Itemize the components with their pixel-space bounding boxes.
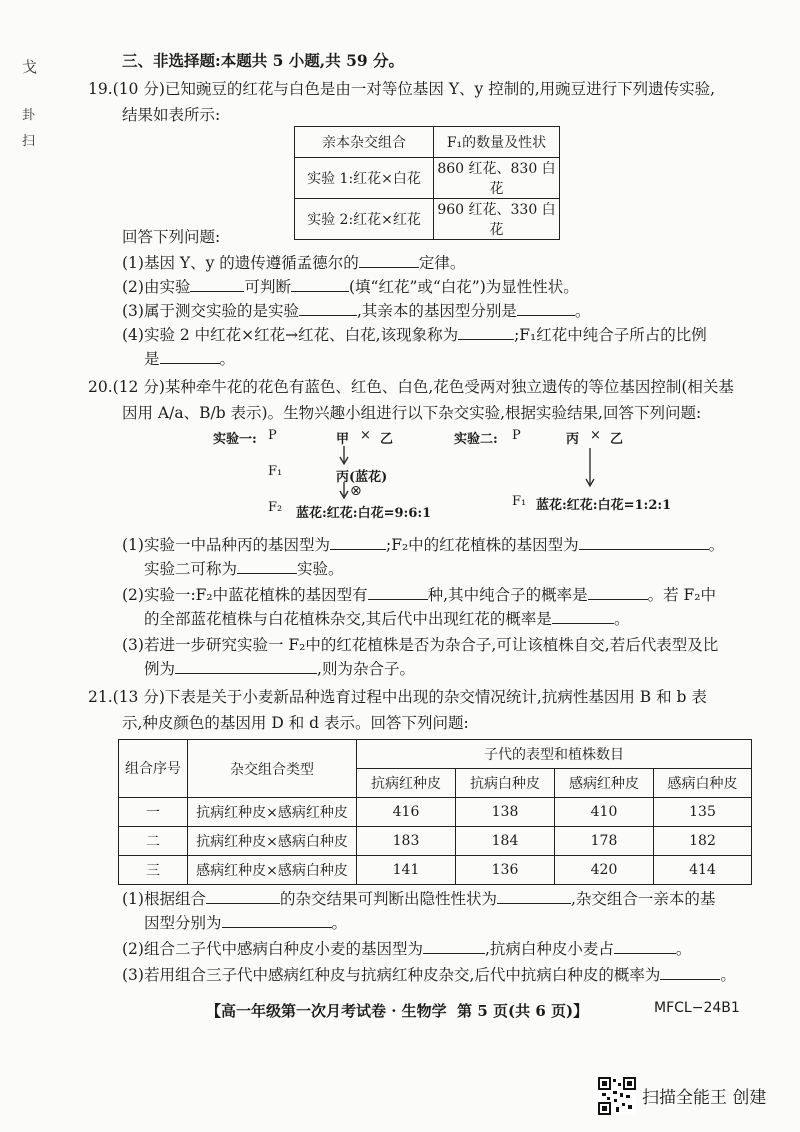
- text: ,其亲本的基因型分别是: [356, 302, 517, 320]
- answer-blank[interactable]: [368, 585, 428, 600]
- q19-stem-line1: 19.(10 分)已知豌豆的红花与白色是由一对等位基因 Y、y 控制的,用豌豆进行下列遗传实验,: [88, 80, 716, 98]
- answer-blank[interactable]: [299, 301, 357, 316]
- q21-cell-type: 感病红种皮×感病白种皮: [188, 856, 357, 885]
- answer-blank[interactable]: [237, 559, 297, 574]
- page-footer: [206, 1000, 588, 1021]
- q20-sub1: [122, 534, 724, 556]
- text: (2)实验一:F₂中蓝花植株的基因型有: [122, 586, 368, 604]
- answer-blank[interactable]: [291, 277, 349, 292]
- text: 。: [720, 966, 736, 984]
- exp1-f2-ratio: 蓝花:红花:白花=9:6:1: [296, 506, 432, 521]
- q19-table: [294, 126, 560, 240]
- text: 的杂交结果可判断出隐性性状为: [279, 890, 497, 908]
- q21-cell: 178: [555, 827, 654, 856]
- q21-cell-id: 二: [119, 827, 188, 856]
- q21-header-group: 组合序号: [119, 740, 188, 798]
- exp1-cross: ×: [360, 428, 371, 443]
- text: 例为: [144, 660, 176, 678]
- exp2-p: P: [512, 428, 521, 443]
- q21-col-header: 抗病白种皮: [456, 769, 555, 798]
- exp1-yi: 乙: [380, 432, 394, 447]
- text: 。: [675, 940, 692, 958]
- text: ,抗病白种皮小麦占: [484, 940, 614, 958]
- exp2-bing: 丙: [566, 432, 580, 447]
- text: 。: [613, 610, 630, 628]
- q21-stem-line2: 示,种皮颜色的基因用 D 和 d 表示。回答下列问题:: [122, 714, 469, 732]
- q20-sub1-cont: [144, 558, 344, 580]
- text: (3)属于测交实验的是实验: [122, 302, 299, 320]
- text: 。: [219, 350, 236, 368]
- table-row: [119, 827, 752, 856]
- answer-blank[interactable]: [552, 609, 614, 624]
- q19-table-header: 亲本杂交组合: [295, 127, 434, 158]
- text: 实验。: [297, 560, 344, 578]
- text: (2)组合二子代中感病白种皮小麦的基因型为: [122, 940, 423, 958]
- text: ,则为杂合子。: [317, 660, 415, 678]
- down-arrow-icon: [338, 446, 350, 466]
- exp1-f1: F₁: [268, 464, 283, 479]
- text: (1)根据组合: [122, 890, 206, 908]
- answer-blank[interactable]: [614, 939, 676, 954]
- answer-blank[interactable]: [175, 659, 317, 674]
- text: 。: [708, 536, 725, 554]
- answer-blank[interactable]: [458, 325, 514, 340]
- text: 。: [331, 914, 348, 932]
- exp1-label: 实验一:: [213, 432, 257, 447]
- text: 实验二可称为: [144, 560, 238, 578]
- q19-sub4: [122, 324, 707, 346]
- answer-blank[interactable]: [160, 349, 220, 364]
- text: 的全部蓝花植株与白花植株杂交,其后代中出现红花的概率是: [144, 610, 552, 628]
- section-title: 三、非选择题:本题共 5 小题,共 59 分。: [122, 51, 405, 70]
- exp1-jia: 甲: [336, 432, 350, 447]
- down-arrow-icon: [338, 482, 350, 500]
- q21-cell: 183: [357, 827, 456, 856]
- q21-sub3: [122, 964, 736, 986]
- table-row: [119, 856, 752, 885]
- q21-cell: 410: [555, 798, 654, 827]
- q19-table-cell: 实验 2:红花×红花: [295, 199, 434, 240]
- footer-title: 【高一年级第一次月考试卷 · 生物学: [206, 1002, 447, 1020]
- q19-table-cell: 实验 1:红花×白花: [295, 158, 434, 199]
- q21-cell-id: 三: [119, 856, 188, 885]
- q21-cell: 184: [456, 827, 555, 856]
- margin-mark: 扫: [22, 134, 36, 149]
- answer-blank[interactable]: [588, 585, 648, 600]
- q21-cell: 420: [555, 856, 654, 885]
- exp2-label: 实验二:: [454, 432, 498, 447]
- text: (2)由实验: [122, 278, 191, 296]
- q21-cell: 416: [357, 798, 456, 827]
- q20-stem-line2: 因用 A/a、B/b 表示)。生物兴趣小组进行以下杂交实验,根据实验结果,回答下列问题:: [122, 404, 702, 422]
- q19-sub2: [122, 276, 579, 298]
- q21-cell: 136: [456, 856, 555, 885]
- q21-col-header: 抗病红种皮: [357, 769, 456, 798]
- answer-blank[interactable]: [579, 535, 709, 550]
- q21-sub1-cont: [144, 912, 347, 934]
- text: 因型分别为: [144, 914, 222, 932]
- answer-blank[interactable]: [330, 535, 386, 550]
- q21-header-type: 杂交组合类型: [188, 740, 357, 798]
- q21-col-header: 感病红种皮: [555, 769, 654, 798]
- exp1-p: P: [268, 428, 277, 443]
- q20-sub2: [122, 584, 716, 606]
- exp2-f1: F₁: [512, 494, 527, 509]
- q20-sub3-cont: [144, 658, 415, 680]
- q21-col-header: 感病白种皮: [654, 769, 752, 798]
- q19-table-cell: 860 红花、830 白花: [434, 158, 560, 199]
- q19-sub4-cont: [144, 348, 235, 370]
- margin-mark: 戈: [22, 58, 38, 76]
- q20-sub2-cont: [144, 608, 629, 630]
- text: (1)实验一中品种丙的基因型为: [122, 536, 330, 554]
- q21-cell: 141: [357, 856, 456, 885]
- exp1-f2: F₂: [268, 500, 283, 515]
- text: (填“红花”或“白花”)为显性性状。: [348, 278, 579, 296]
- q21-table: [118, 739, 752, 885]
- exp2-f1-ratio: 蓝花:红花:白花=1:2:1: [536, 498, 672, 513]
- text: (1)基因 Y、y 的遗传遵循孟德尔的: [122, 254, 359, 272]
- q19-table-header: F₁的数量及性状: [434, 127, 560, 158]
- text: (4)实验 2 中红花×红花→红花、白花,该现象称为: [122, 326, 459, 344]
- answer-blank[interactable]: [517, 301, 575, 316]
- answer-blank[interactable]: [497, 889, 571, 904]
- text: 种,其中纯合子的概率是: [427, 586, 588, 604]
- text: (3)若用组合三子代中感病红种皮与抗病红种皮杂交,后代中抗病白种皮的概率为: [122, 966, 661, 984]
- q20-sub3: (3)若进一步研究实验一 F₂中的红花植株是否为杂合子,可让该植株自交,若后代表型及比: [122, 636, 719, 654]
- answer-blank[interactable]: [359, 253, 419, 268]
- q19-prompt: 回答下列问题:: [122, 228, 221, 246]
- q21-cell: 414: [654, 856, 752, 885]
- margin-mark: 卦: [22, 108, 36, 123]
- text: ;F₁红花中纯合子所占的比例: [514, 326, 707, 344]
- exp1-bing-blue: 丙(蓝花): [336, 470, 388, 485]
- text: ,杂交组合一亲本的基: [570, 890, 716, 908]
- q21-cell: 138: [456, 798, 555, 827]
- footer-code: MFCL−24B1: [654, 1000, 740, 1016]
- text: 是: [144, 350, 160, 368]
- q20-stem-line1: 20.(12 分)某种牵牛花的花色有蓝色、红色、白色,花色受两对独立遗传的等位基因控制(相关基: [88, 378, 734, 396]
- text: 。: [574, 302, 591, 320]
- q19-stem-line2: 结果如表所示:: [122, 106, 221, 124]
- text: ;F₂中的红花植株的基因型为: [385, 536, 579, 554]
- text: 。若 F₂中: [647, 586, 716, 604]
- q19-sub3: [122, 300, 590, 322]
- text: 可判断: [244, 278, 291, 296]
- footer-page: 第 5 页(共 6 页)】: [457, 1002, 589, 1020]
- answer-blank[interactable]: [206, 889, 280, 904]
- answer-blank[interactable]: [660, 965, 720, 980]
- answer-blank[interactable]: [190, 277, 244, 292]
- q19-sub1: [122, 252, 465, 274]
- down-arrow-icon: [584, 448, 596, 488]
- qr-code-icon: [598, 1077, 636, 1115]
- q21-cell-id: 一: [119, 798, 188, 827]
- q21-cell: 182: [654, 827, 752, 856]
- exp2-yi: 乙: [610, 432, 624, 447]
- q21-cell: 135: [654, 798, 752, 827]
- text: 定律。: [418, 254, 466, 272]
- table-row: [119, 798, 752, 827]
- q19-table-cell: 960 红花、330 白花: [434, 199, 560, 240]
- q21-stem-line1: 21.(13 分)下表是关于小麦新品种选育过程中出现的杂交情况统计,抗病性基因用 B 和 b 表: [88, 688, 707, 706]
- answer-blank[interactable]: [423, 939, 485, 954]
- q21-cell-type: 抗病红种皮×感病红种皮: [188, 798, 357, 827]
- q21-sub1: [122, 888, 715, 910]
- q21-cell-type: 抗病红种皮×感病白种皮: [188, 827, 357, 856]
- exp2-cross: ×: [590, 428, 601, 443]
- scanner-watermark: 扫描全能王 创建: [642, 1088, 767, 1108]
- selfing-icon: ⊗: [350, 483, 362, 499]
- q21-header-offspring: 子代的表型和植株数目: [357, 740, 752, 769]
- answer-blank[interactable]: [222, 913, 332, 928]
- q21-sub2: [122, 938, 691, 960]
